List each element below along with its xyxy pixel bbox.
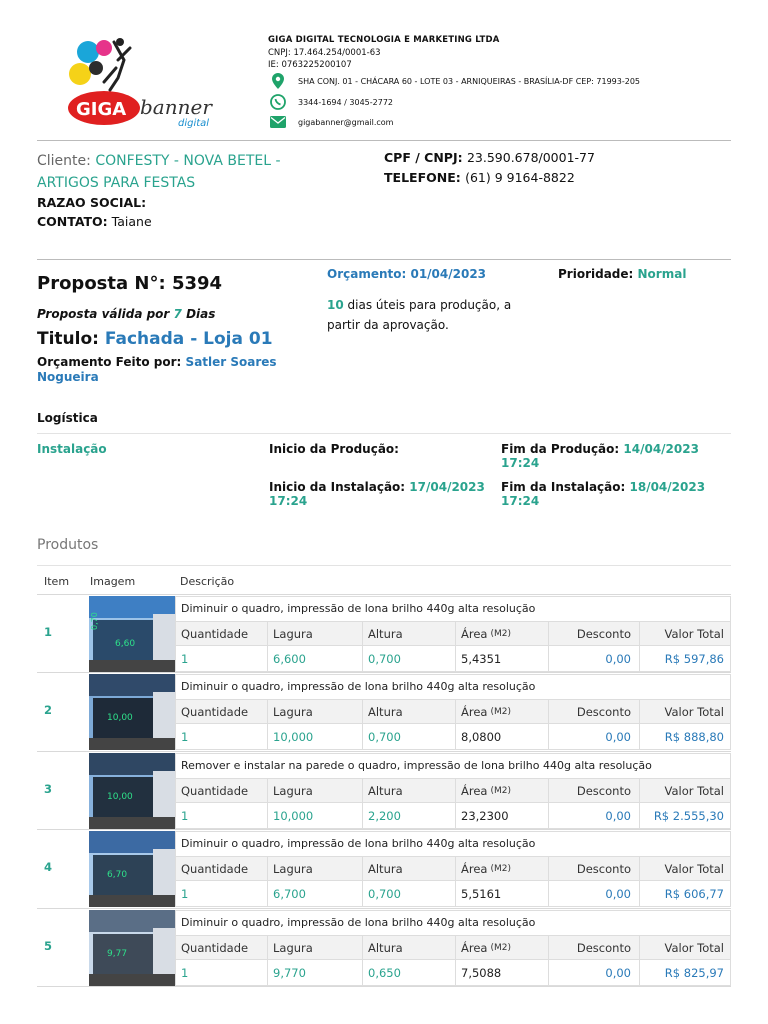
made-by — [37, 355, 297, 385]
value-qty: 1 — [176, 646, 268, 671]
value-disc: 0,00 — [549, 646, 640, 671]
column-label-height: Altura — [363, 936, 456, 959]
column-label-total: Valor Total — [664, 704, 724, 719]
table-bottom-border — [37, 986, 731, 987]
column-label-area — [456, 622, 549, 645]
title-label: Titulo: — [37, 329, 99, 349]
client-name: CONFESTY - NOVA BETEL - ARTIGOS PARA FESTAS — [37, 153, 281, 191]
company-phones: 3344-1694 / 3045-2772 — [298, 97, 393, 107]
value-w: 6,700 — [268, 881, 363, 906]
product-columns-header — [175, 778, 731, 803]
product-values — [175, 960, 731, 986]
column-label-area — [456, 857, 549, 880]
column-header-description: Descrição — [180, 575, 235, 588]
value-h: 0,700 — [363, 724, 456, 749]
value-w: 9,770 — [268, 960, 363, 985]
photo-label-b: 10,00 — [107, 792, 133, 802]
column-label-width: Lagura — [268, 779, 363, 802]
column-label-area-unit: (M2) — [490, 785, 511, 796]
product-photo — [89, 753, 175, 829]
value-h: 2,200 — [363, 803, 456, 828]
column-label-area — [456, 779, 549, 802]
validity-suffix: Dias — [186, 307, 216, 321]
column-label-height: Altura — [363, 779, 456, 802]
column-label-width: Lagura — [268, 700, 363, 723]
product-photo — [89, 910, 175, 986]
logistics-title: Logística — [37, 411, 98, 425]
column-label-area-unit: (M2) — [490, 628, 511, 639]
table-row — [37, 751, 731, 829]
priority — [558, 267, 686, 281]
installation-start — [269, 480, 499, 508]
value-h: 0,650 — [363, 960, 456, 985]
production-end — [501, 442, 731, 470]
installation-end-value: 18/04/2023 17:24 — [501, 480, 706, 508]
validity-prefix: Proposta válida por — [37, 307, 170, 321]
column-label-discount: Desconto — [549, 779, 640, 802]
value-area: 5,5161 — [456, 881, 549, 906]
column-label-area — [456, 936, 549, 959]
table-row — [37, 908, 731, 986]
value-qty: 1 — [176, 724, 268, 749]
telefone-value: (61) 9 9164-8822 — [465, 170, 575, 185]
product-values — [175, 724, 731, 750]
contato-value: Taiane — [111, 214, 152, 229]
company-ie: IE: 0763225200107 — [268, 60, 352, 70]
value-qty: 1 — [176, 881, 268, 906]
table-row — [37, 672, 731, 750]
column-label-area-unit: (M2) — [490, 706, 511, 717]
proposal-validity — [37, 307, 215, 321]
company-cnpj: CNPJ: 17.464.254/0001-63 — [268, 47, 381, 58]
value-area: 5,4351 — [456, 646, 549, 671]
svg-text:GIGA: GIGA — [76, 99, 127, 120]
column-label-area-text: Área — [461, 626, 488, 641]
column-label-discount: Desconto — [549, 936, 640, 959]
value-total: R$ 888,80 — [664, 729, 724, 744]
column-label-height: Altura — [363, 857, 456, 880]
value-total: R$ 2.555,30 — [653, 808, 724, 823]
value-w: 10,000 — [268, 724, 363, 749]
contato-line — [37, 214, 152, 229]
production-start — [269, 442, 499, 456]
column-label-width: Lagura — [268, 936, 363, 959]
column-label-area-text: Área — [461, 704, 488, 719]
product-description: Remover e instalar na parede o quadro, impressão de lona brilho 440g alta resolução — [175, 753, 731, 778]
title-value: Fachada - Loja 01 — [104, 329, 273, 349]
company-email: gigabanner@gmail.com — [298, 117, 394, 127]
production-days-text: dias úteis para produção, a partir da aprovação. — [327, 298, 512, 332]
column-header-image: Imagem — [90, 575, 136, 588]
proposal-number-value: 5394 — [171, 273, 223, 294]
proposal-number-label: Proposta N°: — [37, 273, 166, 294]
product-columns-header — [175, 621, 731, 646]
value-area: 23,2300 — [456, 803, 549, 828]
installation-start-value: 17/04/2023 17:24 — [269, 480, 485, 508]
value-w: 6,600 — [268, 646, 363, 671]
column-header-item: Item — [44, 575, 70, 588]
company-email-row — [270, 114, 393, 130]
value-h: 0,700 — [363, 881, 456, 906]
value-disc: 0,00 — [549, 881, 640, 906]
column-label-area-unit: (M2) — [490, 863, 511, 874]
value-qty: 1 — [176, 803, 268, 828]
whatsapp-icon — [270, 94, 286, 110]
column-label-area-text: Área — [461, 861, 488, 876]
product-values — [175, 646, 731, 672]
priority-label: Prioridade: — [558, 267, 634, 281]
photo-label-b: 10,00 — [107, 713, 133, 723]
installation-start-label: Inicio da Instalação: — [269, 480, 406, 494]
value-total: R$ 597,86 — [664, 651, 724, 666]
column-label-qty: Quantidade — [176, 622, 268, 645]
product-photo — [89, 596, 175, 672]
email-icon — [270, 114, 286, 130]
contato-label: CONTATO: — [37, 214, 108, 229]
razao-social-label: RAZAO SOCIAL: — [37, 195, 147, 210]
svg-text:digital: digital — [178, 118, 210, 129]
company-info — [268, 34, 500, 72]
telefone-label: TELEFONE: — [384, 170, 461, 185]
photo-label-b: 9,77 — [107, 949, 128, 959]
item-number: 2 — [44, 703, 53, 717]
item-number: 4 — [44, 860, 53, 874]
proposal-number — [37, 273, 222, 294]
priority-value: Normal — [637, 267, 687, 281]
column-label-qty: Quantidade — [176, 857, 268, 880]
svg-text:banner: banner — [140, 95, 212, 119]
value-total: R$ 825,97 — [664, 965, 724, 980]
value-area: 7,5088 — [456, 960, 549, 985]
value-qty: 1 — [176, 960, 268, 985]
production-days-number: 10 — [327, 298, 344, 312]
value-w: 10,000 — [268, 803, 363, 828]
product-photo — [89, 674, 175, 750]
production-days — [327, 295, 547, 335]
column-label-qty: Quantidade — [176, 936, 268, 959]
company-address: SHA CONJ. 01 - CHÁCARA 60 - LOTE 03 - ARNIQUEIRAS - BRASÍLIA-DF CEP: 71993-205 — [298, 76, 641, 86]
column-label-area — [456, 700, 549, 723]
product-description: Diminuir o quadro, impressão de lona brilho 440g alta resolução — [175, 674, 731, 699]
proposal-title — [37, 329, 273, 349]
column-label-total: Valor Total — [664, 861, 724, 876]
column-label-area-text: Área — [461, 783, 488, 798]
production-start-label: Inicio da Produção: — [269, 442, 399, 456]
column-label-width: Lagura — [268, 622, 363, 645]
product-description: Diminuir o quadro, impressão de lona brilho 440g alta resolução — [175, 596, 731, 621]
company-phone-row — [270, 94, 393, 110]
client-name-line — [37, 150, 327, 194]
installation-end-label: Fim da Instalação: — [501, 480, 626, 494]
divider — [37, 140, 731, 141]
photo-label-b: 6,60 — [115, 639, 136, 649]
column-label-discount: Desconto — [549, 622, 640, 645]
made-by-label: Orçamento Feito por: — [37, 355, 182, 369]
product-columns-header — [175, 935, 731, 960]
photo-label-a: 0,70 — [90, 612, 99, 630]
installation-end — [501, 480, 731, 508]
cpf-value: 23.590.678/0001-77 — [466, 150, 595, 165]
photo-label-b: 6,70 — [107, 870, 128, 880]
column-label-qty: Quantidade — [176, 700, 268, 723]
product-columns-header — [175, 699, 731, 724]
column-label-height: Altura — [363, 622, 456, 645]
production-end-label: Fim da Produção: — [501, 442, 620, 456]
item-number: 3 — [44, 782, 53, 796]
product-values — [175, 803, 731, 829]
cpf-line — [384, 150, 595, 165]
table-row — [37, 829, 731, 907]
logistics-type-value: Instalação — [37, 442, 107, 456]
production-end-value: 14/04/2023 17:24 — [501, 442, 699, 470]
column-label-total: Valor Total — [664, 626, 724, 641]
item-number: 1 — [44, 625, 53, 639]
company-name: GIGA DIGITAL TECNOLOGIA E MARKETING LTDA — [268, 35, 500, 45]
value-disc: 0,00 — [549, 724, 640, 749]
product-photo — [89, 831, 175, 907]
razao-social-line — [37, 195, 146, 210]
logistics-type — [37, 442, 107, 456]
column-label-height: Altura — [363, 700, 456, 723]
budget-date: Orçamento: 01/04/2023 — [327, 267, 487, 281]
column-label-total: Valor Total — [664, 940, 724, 955]
column-label-qty: Quantidade — [176, 779, 268, 802]
product-values — [175, 881, 731, 907]
company-logo — [66, 38, 216, 130]
products-title: Produtos — [37, 537, 99, 553]
product-description: Diminuir o quadro, impressão de lona brilho 440g alta resolução — [175, 910, 731, 935]
validity-days: 7 — [173, 307, 182, 321]
value-area: 8,0800 — [456, 724, 549, 749]
divider — [37, 565, 731, 566]
cpf-label: CPF / CNPJ: — [384, 150, 463, 165]
column-label-discount: Desconto — [549, 700, 640, 723]
product-description: Diminuir o quadro, impressão de lona brilho 440g alta resolução — [175, 831, 731, 856]
column-label-area-unit: (M2) — [490, 942, 511, 953]
table-row — [37, 594, 731, 672]
column-label-area-text: Área — [461, 940, 488, 955]
company-address-row — [270, 73, 640, 89]
telefone-line — [384, 170, 575, 185]
location-pin-icon — [270, 73, 286, 89]
client-label: Cliente: — [37, 153, 91, 169]
product-columns-header — [175, 856, 731, 881]
value-disc: 0,00 — [549, 803, 640, 828]
column-label-width: Lagura — [268, 857, 363, 880]
value-h: 0,700 — [363, 646, 456, 671]
value-total: R$ 606,77 — [664, 886, 724, 901]
column-label-discount: Desconto — [549, 857, 640, 880]
made-by-value: Satler Soares Nogueira — [37, 355, 277, 384]
item-number: 5 — [44, 939, 53, 953]
column-label-total: Valor Total — [664, 783, 724, 798]
value-disc: 0,00 — [549, 960, 640, 985]
divider — [37, 433, 731, 434]
divider — [37, 259, 731, 260]
